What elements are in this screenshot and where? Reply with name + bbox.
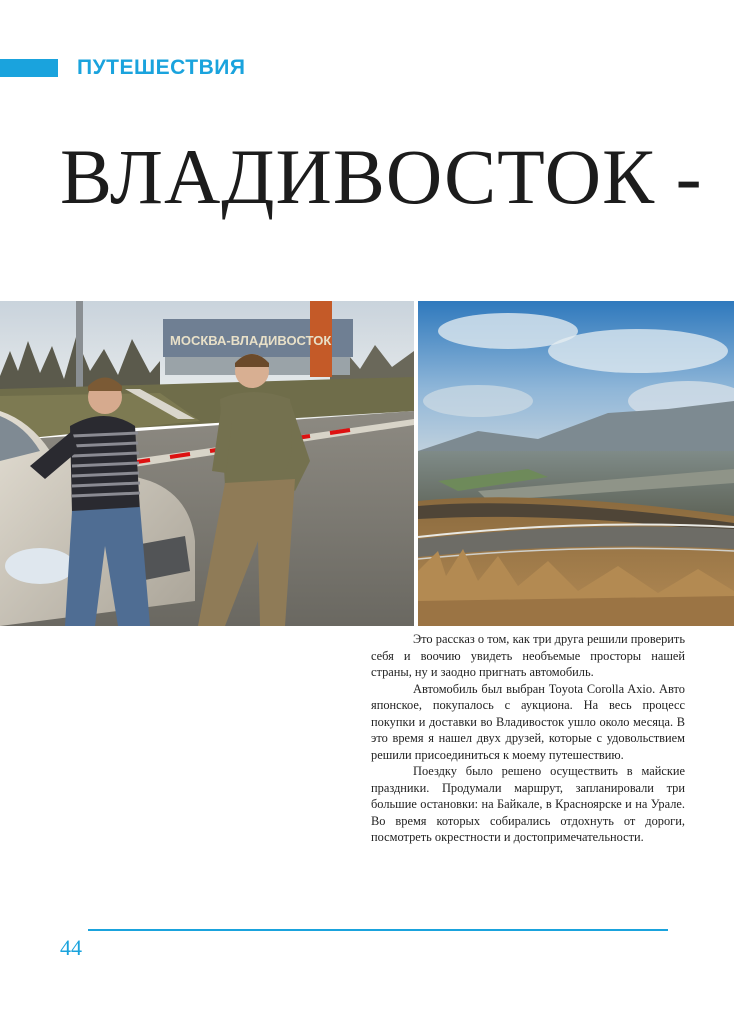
article-body	[371, 631, 685, 846]
page-title: ВЛАДИВОСТОК -	[60, 133, 703, 220]
footer-divider	[88, 929, 668, 931]
article-paragraph: Автомобиль был выбран Toyota Corolla Axio. Авто японское, покупалось с аукциона. На весь процесс покупки и доставки во Владивосток ушло около месяца. В это время я нашел двух друзей, которые с удовольствием решили присоединиться к моему путешествию.	[371, 681, 685, 762]
page-number: 44	[60, 935, 82, 960]
article-paragraph: Это рассказ о том, как три друга решили проверить себя и воочию увидеть необъемые просторы нашей страны, ну и заодно пригнать автомобиль.	[371, 632, 685, 679]
photo-travelers-illustration	[0, 301, 414, 626]
photo-landscape-view	[418, 301, 734, 626]
section-label: ПУТЕШЕСТВИЯ	[77, 56, 246, 79]
section-accent-bar	[0, 59, 58, 77]
photo-landscape-illustration	[418, 301, 734, 626]
photo-travelers-by-car	[0, 301, 414, 626]
article-paragraph: Поездку было решено осуществить в майские праздники. Продумали маршрут, запланировали три большие остановки: на Байкале, в Красноярске и на Урале. Во время которых собирались отдохнуть от дороги, посмотреть окрестности и достопримечательности.	[371, 764, 685, 844]
sign-text: МОСКВА-ВЛАДИВОСТОК	[170, 333, 332, 348]
